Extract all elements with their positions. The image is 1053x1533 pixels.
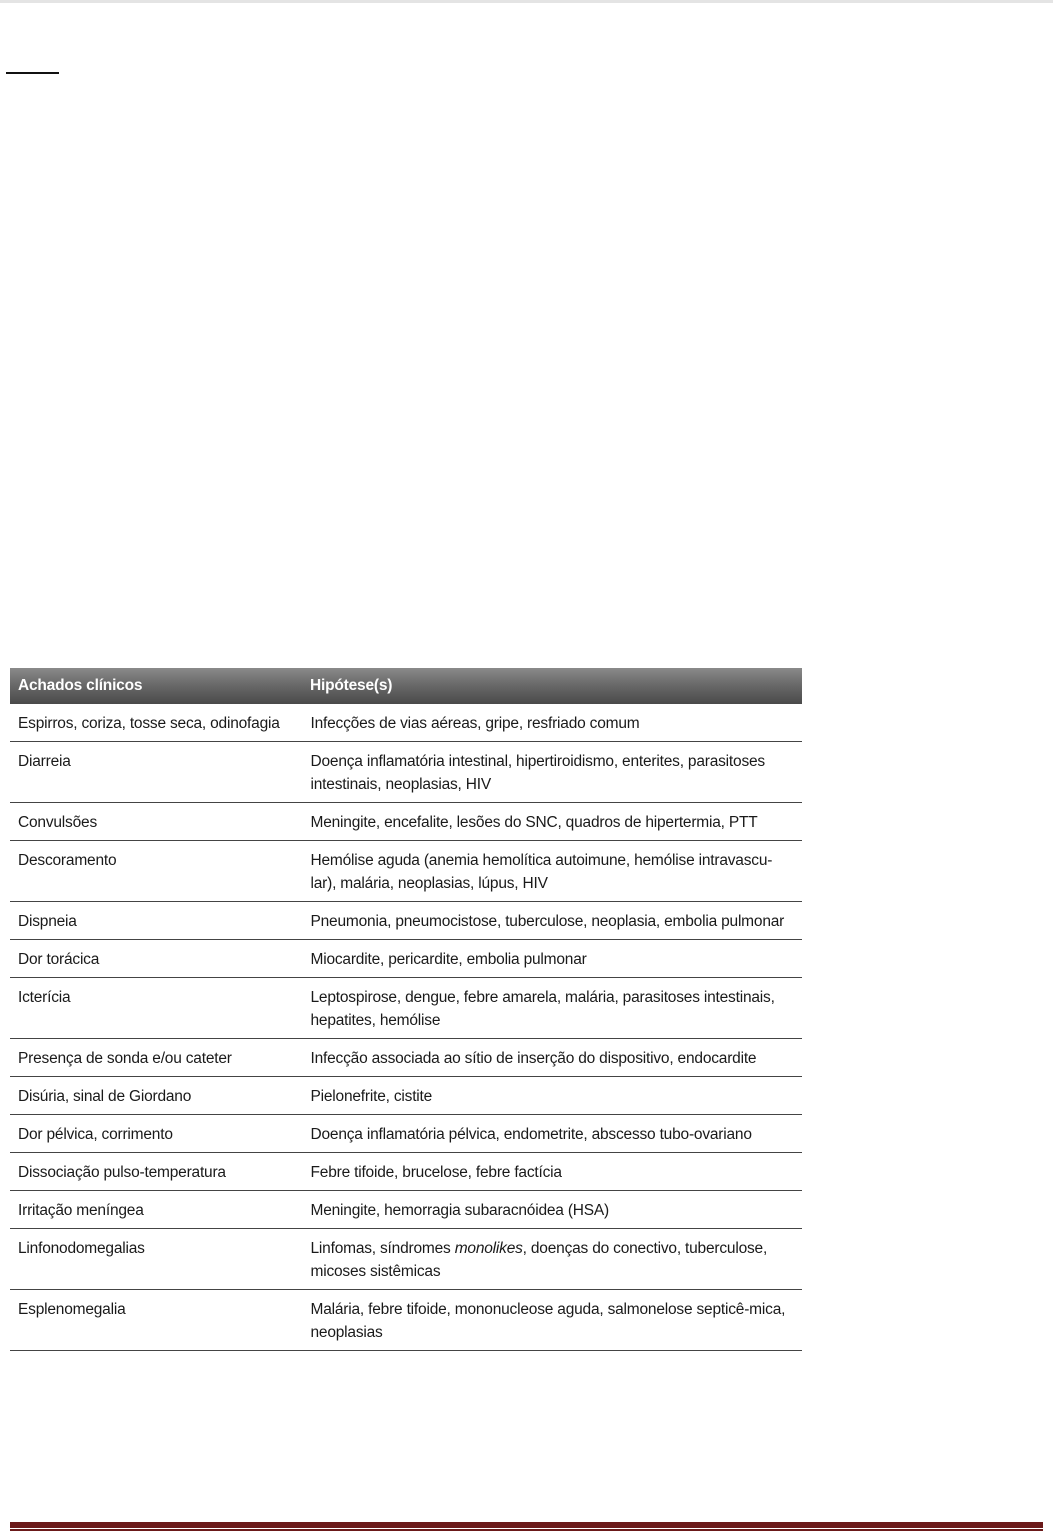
hypothesis-text-part: Linfomas, síndromes bbox=[310, 1240, 455, 1257]
hypothesis-cell: Febre tifoide, brucelose, febre factícia bbox=[302, 1153, 802, 1191]
hypothesis-cell: Doença inflamatória intestinal, hipertiroidismo, enterites, parasitoses intestinais, neoplasias, HIV bbox=[302, 742, 802, 803]
hypothesis-cell: Doença inflamatória pélvica, endometrite, abscesso tubo-ovariano bbox=[302, 1115, 802, 1153]
table-row bbox=[10, 902, 802, 940]
table-row bbox=[10, 978, 802, 1039]
finding-cell: Espirros, coriza, tosse seca, odinofagia bbox=[10, 704, 302, 742]
hypothesis-cell: Pielonefrite, cistite bbox=[302, 1077, 802, 1115]
footer-bar bbox=[10, 1522, 1043, 1528]
table-row bbox=[10, 1229, 802, 1290]
hypothesis-cell: Leptospirose, dengue, febre amarela, malária, parasitoses intestinais, hepatites, hemólise bbox=[302, 978, 802, 1039]
finding-cell: Irritação meníngea bbox=[10, 1191, 302, 1229]
heading-underline bbox=[6, 72, 59, 74]
finding-cell: Esplenomegalia bbox=[10, 1290, 302, 1351]
hypothesis-cell: Meningite, hemorragia subaracnóidea (HSA) bbox=[302, 1191, 802, 1229]
hypothesis-cell: Malária, febre tifoide, mononucleose aguda, salmonelose septicê-mica, neoplasias bbox=[302, 1290, 802, 1351]
table-row bbox=[10, 1191, 802, 1229]
finding-cell: Dissociação pulso-temperatura bbox=[10, 1153, 302, 1191]
hypothesis-cell: Infecções de vias aéreas, gripe, resfriado comum bbox=[302, 704, 802, 742]
finding-cell: Dispneia bbox=[10, 902, 302, 940]
finding-cell: Icterícia bbox=[10, 978, 302, 1039]
table-row bbox=[10, 742, 802, 803]
footer-bar-thin bbox=[10, 1529, 1043, 1531]
hypothesis-cell: Infecção associada ao sítio de inserção do dispositivo, endocardite bbox=[302, 1039, 802, 1077]
finding-cell: Descoramento bbox=[10, 841, 302, 902]
table-row bbox=[10, 1077, 802, 1115]
table-row bbox=[10, 1039, 802, 1077]
finding-cell: Dor pélvica, corrimento bbox=[10, 1115, 302, 1153]
finding-cell: Convulsões bbox=[10, 803, 302, 841]
finding-cell: Presença de sonda e/ou cateter bbox=[10, 1039, 302, 1077]
table-row bbox=[10, 1290, 802, 1351]
table-header-row bbox=[10, 668, 802, 704]
hypothesis-cell: Miocardite, pericardite, embolia pulmonar bbox=[302, 940, 802, 978]
hypothesis-cell: Hemólise aguda (anemia hemolítica autoimune, hemólise intravascu-lar), malária, neoplasias, lúpus, HIV bbox=[302, 841, 802, 902]
header-hypotheses: Hipótese(s) bbox=[302, 668, 802, 704]
header-findings: Achados clínicos bbox=[10, 668, 302, 704]
hypothesis-text-part: , doenças do conectivo, tuberculose, micoses sistêmicas bbox=[310, 1240, 768, 1280]
hypothesis-italic-term: monolikes bbox=[454, 1240, 523, 1257]
hypothesis-cell bbox=[302, 1229, 802, 1290]
table-row bbox=[10, 1153, 802, 1191]
table-row bbox=[10, 940, 802, 978]
finding-cell: Diarreia bbox=[10, 742, 302, 803]
finding-cell: Disúria, sinal de Giordano bbox=[10, 1077, 302, 1115]
table-row bbox=[10, 704, 802, 742]
table-row bbox=[10, 841, 802, 902]
top-page-rule bbox=[0, 0, 1053, 3]
table-row bbox=[10, 1115, 802, 1153]
table-row bbox=[10, 803, 802, 841]
hypothesis-cell: Pneumonia, pneumocistose, tuberculose, neoplasia, embolia pulmonar bbox=[302, 902, 802, 940]
hypothesis-cell: Meningite, encefalite, lesões do SNC, quadros de hipertermia, PTT bbox=[302, 803, 802, 841]
clinical-findings-table bbox=[10, 668, 802, 1351]
finding-cell: Dor torácica bbox=[10, 940, 302, 978]
finding-cell: Linfonodomegalias bbox=[10, 1229, 302, 1290]
